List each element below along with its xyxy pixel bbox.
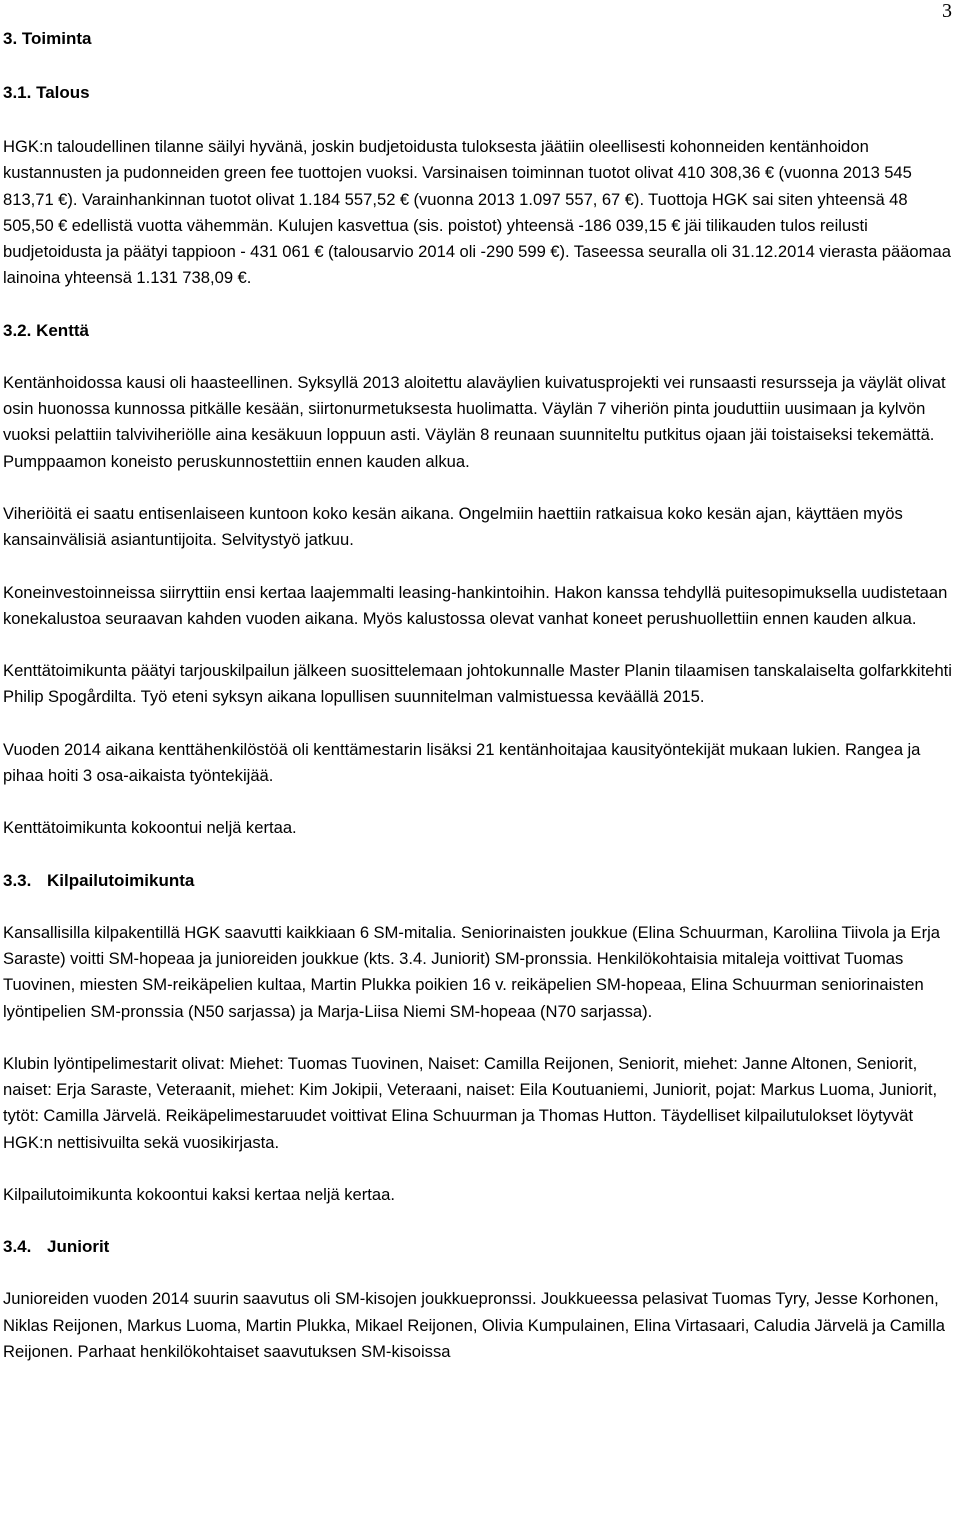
section-heading-toiminta: 3. Toiminta [3, 29, 92, 48]
page-number: 3 [942, 0, 952, 22]
kentta-paragraph: Koneinvestoinneissa siirryttiin ensi kertaa laajemmalti leasing-hankintoihin. Hakon kanssa tehdyllä puitesopimuksella uudistetaan konekalustoa seuraavan kahden vuoden aikana. Myös kalustossa olevat vanhat koneet perushuollettiin ennen kauden alkua. [3, 582, 948, 628]
kilpailu-paragraph: Klubin lyöntipelimestarit olivat: Miehet: Tuomas Tuovinen, Naiset: Camilla Reijonen, Seniorit, miehet: Janne Altonen, Seniorit, naiset: Erja Saraste, Veteraanit, miehet: Kim Jokipii, Veteraani, naiset: Eila Koutuaniemi, Juniorit, pojat: Markus Luoma, Juniorit, tytöt: Camilla Järvelä. Reikäpelimestaruudet voittivat Elina Schuurman ja Thomas Hutton. Täydelliset kilpailutulokset löytyvät HGK:n nettisivuilta sekä vuosikirjasta. [3, 1053, 938, 1152]
kentta-paragraph: Kenttätoimikunta päätyi tarjouskilpailun jälkeen suosittelemaan johtokunnalle Master Planin tilaamisen tanskalaiselta golfarkkitehti Philip Spogårdilta. Työ eteni syksyn aikana lopullisen suunnitelman valmistuessa keväällä 2015. [3, 661, 952, 707]
kentta-paragraph: Viheriöitä ei saatu entisenlaiseen kuntoon koko kesän aikana. Ongelmiin haettiin ratkaisua koko kesän ajan, käyttäen myös kansainvälisiä asiantuntijoita. Selvitystyö jatkuu. [3, 503, 903, 550]
kentta-paragraph: Vuoden 2014 aikana kenttähenkilöstöä oli kenttämestarin lisäksi 21 kentänhoitajaa kausityöntekijät mukaan lukien. Rangea ja pihaa hoiti 3 osa-aikaista työntekijää. [3, 739, 921, 786]
kilpailu-paragraph: Kilpailutoimikunta kokoontui kaksi kertaa neljä kertaa. [3, 1185, 395, 1205]
section-heading-kentta: 3.2. Kenttä [3, 320, 89, 340]
section-title: Kilpailutoimikunta [47, 870, 195, 890]
section-number: 3.3. [3, 870, 32, 890]
kentta-paragraph: Kenttätoimikunta kokoontui neljä kertaa. [3, 818, 297, 838]
document-body [3, 26, 958, 1365]
juniorit-paragraph: Junioreiden vuoden 2014 suurin saavutus oli SM-kisojen joukkuepronssi. Joukkueessa pelasivat Tuomas Tyry, Jesse Korhonen, Niklas Reijonen, Markus Luoma, Martin Plukka, Mikael Reijonen, Olivia Kumpulainen, Elina Virtasaari, Caludia Järvelä ja Camilla Reijonen. Parhaat henkilökohtaiset saavutuksen SM-kisoissa [3, 1289, 946, 1361]
section-heading-talous: 3.1. Talous [3, 83, 90, 102]
section-heading-juniorit [3, 1234, 958, 1260]
talous-paragraph: HGK:n taloudellinen tilanne säilyi hyvänä, joskin budjetoidusta tuloksesta jäätiin oleellisesti kohonneiden kentänhoidon kustannusten ja pudonneiden green fee tuottojen vuoksi. Varsinaisen toiminnan tuotot olivat 410 308,36 € (vuonna 2013 545 813,71 €). Varainhankinnan tuotot olivat 1.184 557,52 € (vuonna 2013 1.097 557, 67 €). Tuottoja HGK sai siten yhteensä 48 505,50 € edellistä vuotta vähemmän. Kulujen kasvettua (sis. poistot) yhteensä -186 039,15 € jäi tilikauden tulos reilusti budjetoidusta ja päätyi tappioon - 431 061 € (talousarvio 2014 oli -290 599 €). Taseessa seuralla oli 31.12.2014 vierasta pääomaa lainoina yhteensä 1.131 738,09 €. [3, 137, 951, 288]
section-title: Juniorit [47, 1237, 110, 1257]
section-heading-kilpailutoimikunta [3, 868, 958, 894]
section-number: 3.4. [3, 1237, 32, 1257]
kilpailu-paragraph: Kansallisilla kilpakentillä HGK saavutti kaikkiaan 6 SM-mitalia. Seniorinaisten joukkue (Elina Schuurman, Karoliina Tiivola ja Erja Saraste) voitti SM-hopeaa ja junioreiden joukkue (kts. 3.4. Juniorit) SM-pronssia. Henkilökohtaisia mitaleja voittivat Tuomas Tuovinen, miesten SM-reikäpelien kultaa, Martin Plukka poikien 16 v. reikäpelien SM-hopeaa, Elina Schuurman seniorinaisten lyöntipelien SM-pronssia (N50 sarjassa) ja Marja-Liisa Niemi SM-hopeaa (N70 sarjassa). [3, 922, 941, 1021]
kentta-paragraph: Kentänhoidossa kausi oli haasteellinen. Syksyllä 2013 aloitettu alaväylien kuivatusprojekti vei runsaasti resursseja ja väylät olivat osin huonossa kunnossa pitkälle kesään, siirtonurmetuksesta huolimatta. Väylän 7 viheriön pinta jouduttiin uusimaan ja kylvön vuoksi pelattiin talviviheriölle aina kesäkuun loppuun asti. Väylän 8 reunaan suunniteltu putkitus ojaan jäi toistaiseksi tekemättä. Pumppaamon koneisto peruskunnostettiin ennen kauden alkua. [3, 372, 946, 471]
